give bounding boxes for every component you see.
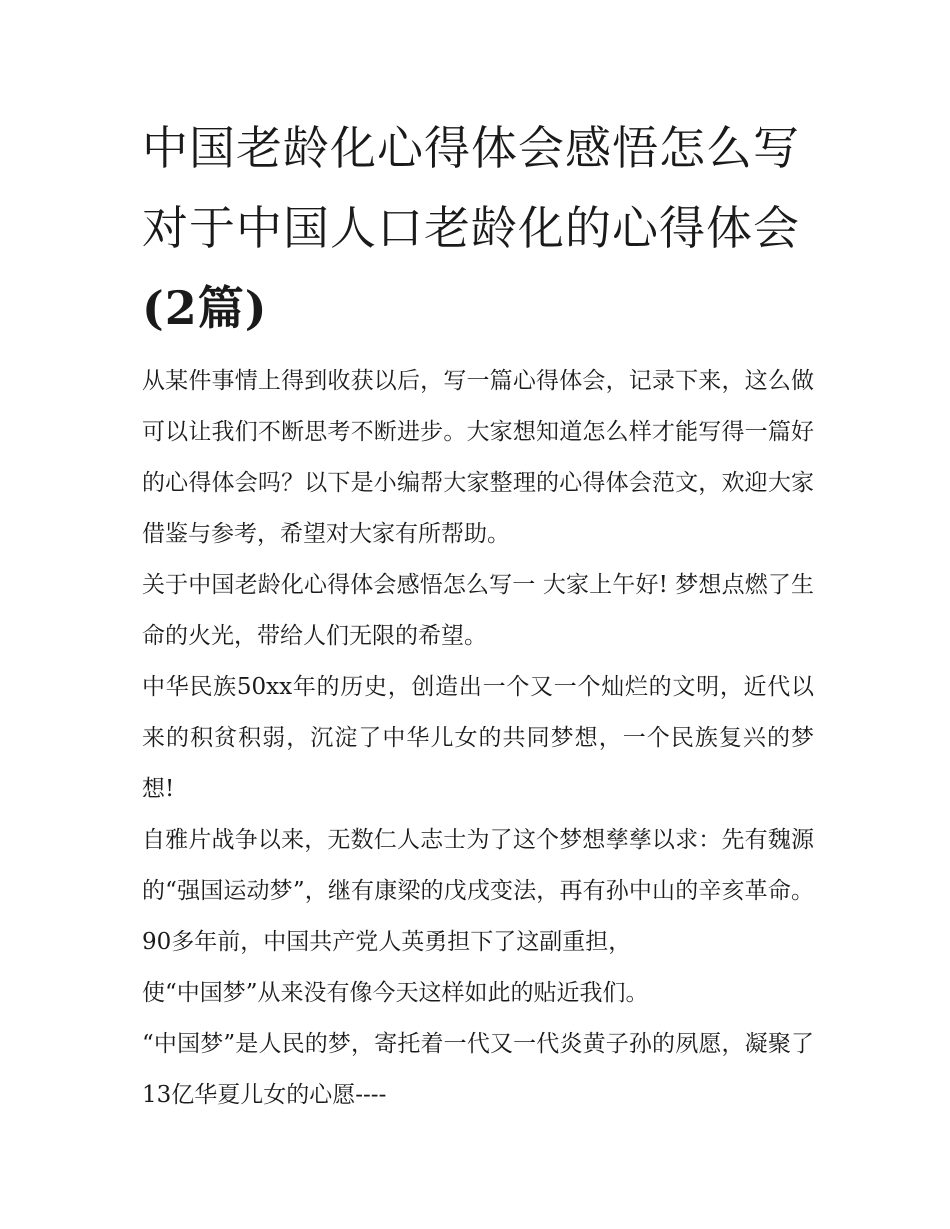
paragraph-intro: 从某件事情上得到收获以后，写一篇心得体会，记录下来，这么做可以让我们不断思考不断进步。大家想知道怎么样才能写得一篇好的心得体会吗？以下是小编帮大家整理的心得体会范文，欢迎大家借鉴与参考，希望对大家有所帮助。: [142, 368, 814, 547]
paragraph-history: 中华民族50xx年的历史，创造出一个又一个灿烂的文明，近代以来的积贫积弱，沉淀了中华儿女的共同梦想，一个民族复兴的梦想!: [142, 674, 814, 802]
paragraph-dream: “中国梦”是人民的梦，寄托着一代又一代炎黄子孙的夙愿，凝聚了13亿华夏儿女的心愿----: [142, 1031, 814, 1108]
document-title-main: 中国老龄化心得体会感悟怎么写 对于中国人口老龄化的心得体会: [142, 121, 800, 255]
document-page: [142, 108, 814, 1121]
paragraph-closer: 使“中国梦”从来没有像今天这样如此的贴近我们。: [142, 980, 649, 1006]
paragraph-pursuit: 自雅片战争以来，无数仁人志士为了这个梦想孳孳以求：先有魏源的“强国运动梦”，继有康梁的戊戌变法，再有孙中山的辛亥革命。90多年前，中国共产党人英勇担下了这副重担，: [142, 827, 814, 955]
paragraph-greeting: 关于中国老龄化心得体会感悟怎么写一 大家上午好! 梦想点燃了生命的火光，带给人们无限的希望。: [142, 572, 814, 649]
document-title: [142, 108, 814, 348]
document-title-suffix: (2篇): [142, 281, 268, 335]
